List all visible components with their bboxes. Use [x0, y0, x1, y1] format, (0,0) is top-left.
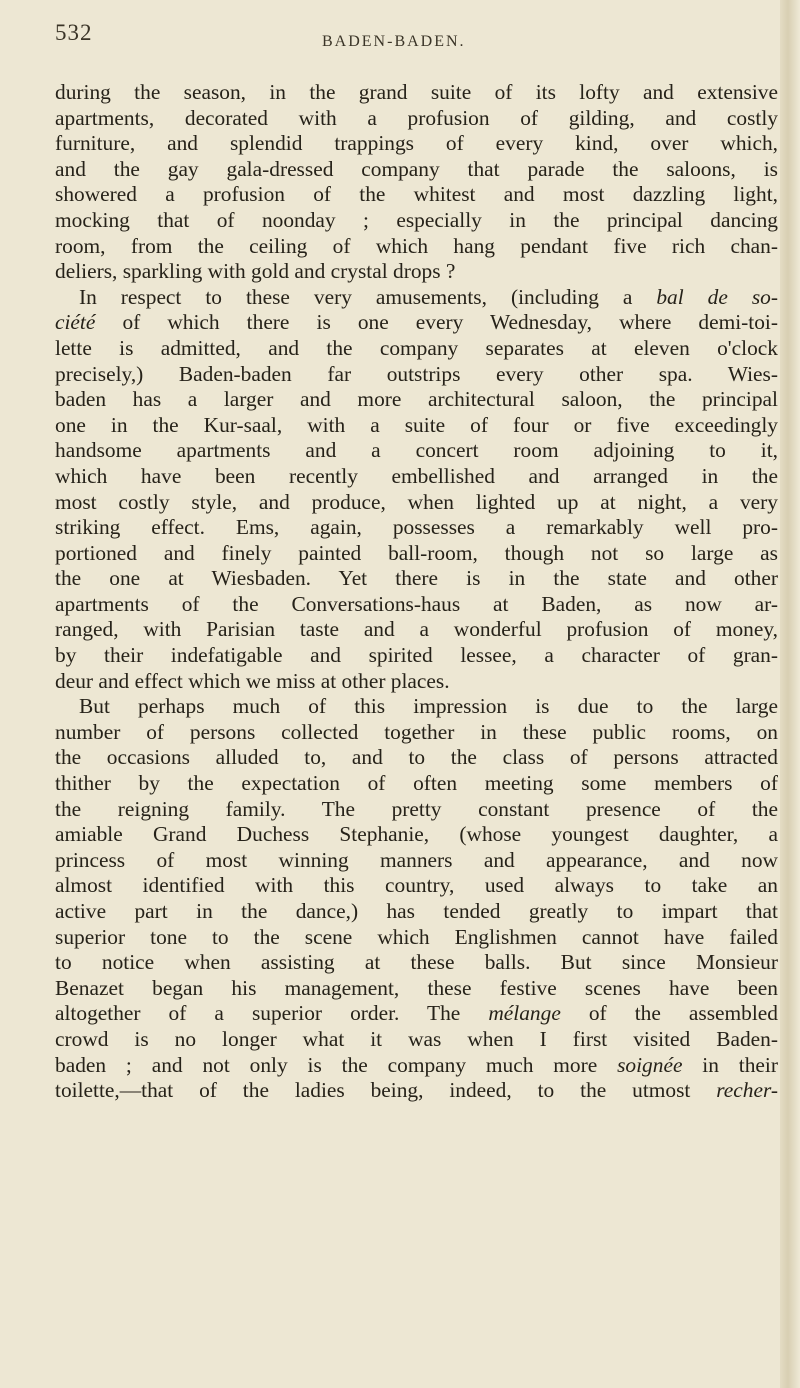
text-line: by their indefatigable and spirited lessee, a character of gran- [55, 643, 778, 668]
text-line: the occasions alluded to, and to the class of persons attracted [55, 745, 778, 770]
italic-phrase: soignée [617, 1052, 683, 1077]
text-line: toilette,—that of the ladies being, indeed, to the utmost recher- [55, 1078, 778, 1103]
text-line: crowd is no longer what it was when I first visited Baden- [55, 1026, 778, 1051]
text-line: baden has a larger and more architectural saloon, the principal [55, 387, 778, 412]
text-line: deur and effect which we miss at other places. [55, 668, 450, 693]
text-line: baden ; and not only is the company much more soignée in their [55, 1052, 778, 1077]
text-line: Benazet began his management, these festive scenes have been [55, 975, 778, 1000]
text-line: But perhaps much of this impression is due to the large [79, 694, 778, 719]
text-line: the one at Wiesbaden. Yet there is in the state and other [55, 566, 778, 591]
text-line: altogether of a superior order. The mélange of the assembled [55, 1001, 778, 1026]
text-line: number of persons collected together in these public rooms, on [55, 719, 778, 744]
text-line: room, from the ceiling of which hang pendant five rich chan- [55, 233, 778, 258]
page-edge-shadow [780, 0, 800, 1388]
text-line: precisely,) Baden-baden far outstrips every other spa. Wies- [55, 361, 778, 386]
text-line: striking effect. Ems, again, possesses a remarkably well pro- [55, 515, 778, 540]
italic-phrase: bal de so- [656, 284, 778, 309]
text-line: most costly style, and produce, when lighted up at night, a very [55, 489, 778, 514]
text-line: portioned and finely painted ball-room, though not so large as [55, 540, 778, 565]
text-line: apartments of the Conversations-haus at Baden, as now ar- [55, 591, 778, 616]
italic-phrase: mélange [488, 1001, 561, 1026]
text-line: In respect to these very amusements, (including a bal de so- [79, 284, 778, 309]
text-line: deliers, sparkling with gold and crystal drops ? [55, 259, 456, 284]
body-text [55, 80, 778, 1104]
text-line: furniture, and splendid trappings of every kind, over which, [55, 131, 778, 156]
text-line: showered a profusion of the whitest and most dazzling light, [55, 182, 778, 207]
text-line: apartments, decorated with a profusion of gilding, and costly [55, 105, 778, 130]
text-line: during the season, in the grand suite of its lofty and extensive [55, 80, 778, 104]
text-line: almost identified with this country, used always to take an [55, 873, 778, 898]
text-line: active part in the dance,) has tended greatly to impart that [55, 899, 778, 923]
text-line: to notice when assisting at these balls. But since Monsieur [55, 950, 778, 975]
text-line: one in the Kur-saal, with a suite of four or five exceedingly [55, 412, 778, 437]
text-line: princess of most winning manners and appearance, and now [55, 847, 778, 872]
text-line: mocking that of noonday ; especially in the principal dancing [55, 207, 778, 232]
italic-phrase: recher- [716, 1078, 778, 1103]
text-line: superior tone to the scene which Englishmen cannot have failed [55, 924, 778, 949]
text-line: ciété of which there is one every Wednesday, where demi-toi- [55, 310, 778, 335]
text-line: the reigning family. The pretty constant presence of the [55, 796, 778, 821]
text-line: which have been recently embellished and arranged in the [55, 463, 778, 488]
text-line: handsome apartments and a concert room adjoining to it, [55, 438, 778, 463]
running-title: BADEN-BADEN. [322, 33, 466, 50]
text-line: ranged, with Parisian taste and a wonderful profusion of money, [55, 617, 778, 642]
text-line: and the gay gala-dressed company that parade the saloons, is [55, 156, 778, 181]
text-line: thither by the expectation of often meeting some members of [55, 771, 778, 796]
text-line: lette is admitted, and the company separates at eleven o'clock [55, 335, 778, 360]
page-number: 532 [55, 20, 93, 45]
italic-phrase: ciété [55, 310, 96, 335]
text-line: amiable Grand Duchess Stephanie, (whose youngest daughter, a [55, 822, 778, 847]
